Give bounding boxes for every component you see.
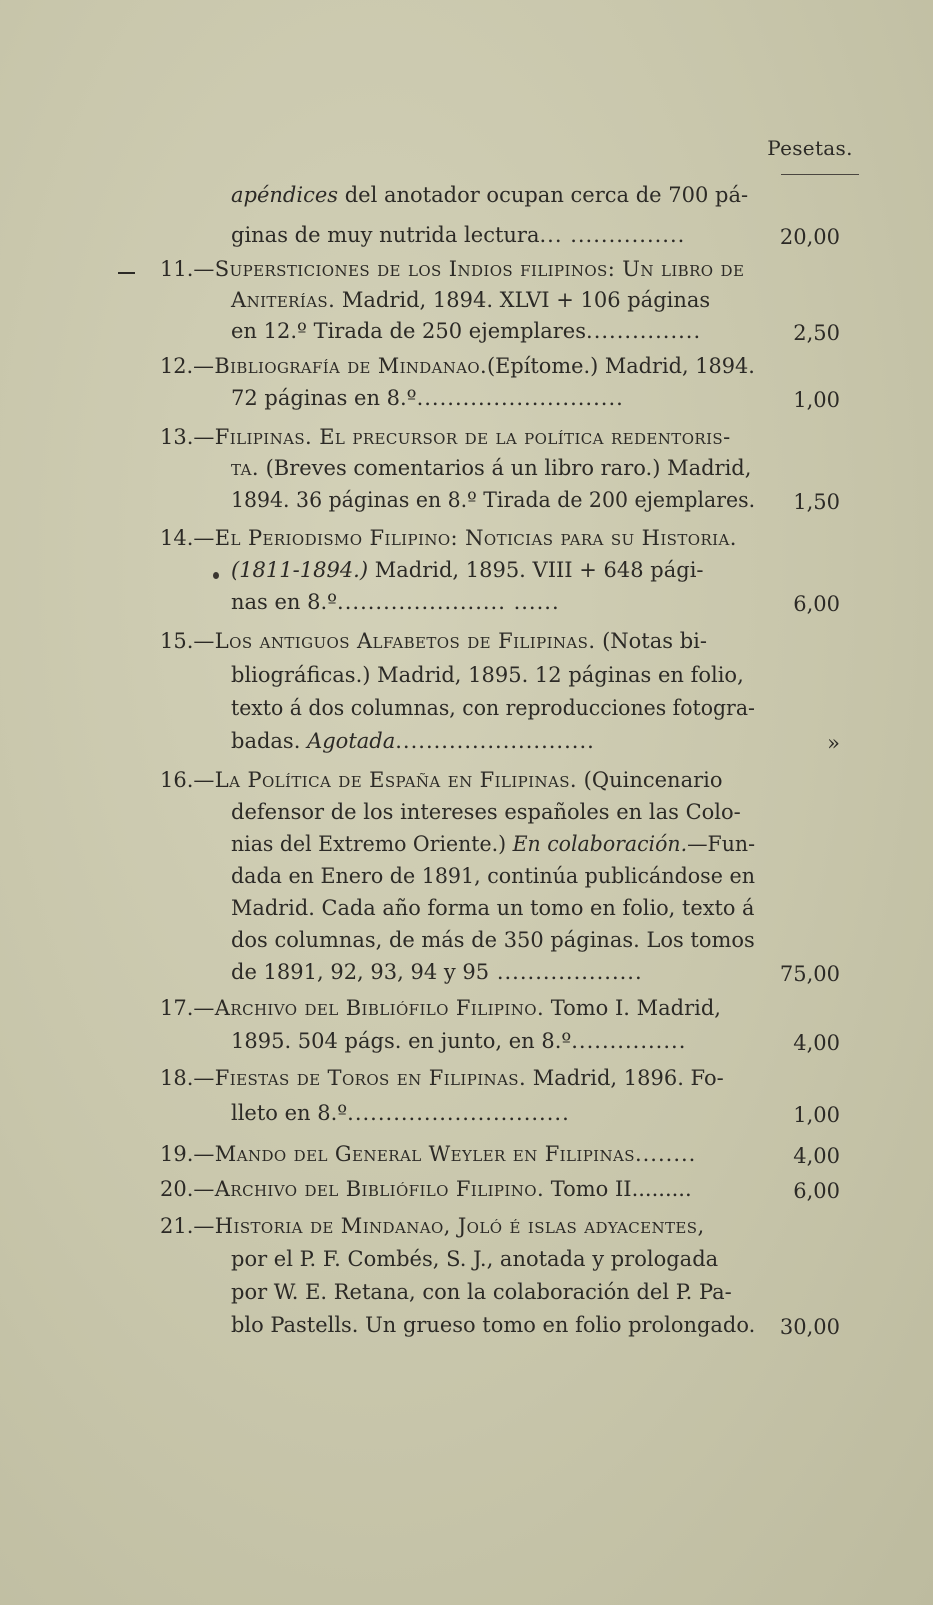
entry-line bbox=[160, 254, 744, 284]
entry-line bbox=[160, 351, 755, 381]
entry-price: 4,00 bbox=[793, 1144, 840, 1168]
line-text: —Fun- bbox=[687, 832, 755, 856]
entry-line bbox=[231, 220, 685, 250]
entry-line bbox=[160, 1174, 692, 1204]
entry-line bbox=[231, 797, 741, 827]
entry-line bbox=[160, 422, 731, 452]
entry-price: » bbox=[827, 731, 840, 755]
line-text: defensor de los intereses españoles en las Colo- bbox=[231, 800, 741, 824]
entry-line bbox=[160, 626, 707, 656]
leader-dots: ............... bbox=[586, 319, 702, 343]
entry-line bbox=[231, 485, 755, 515]
line-text: (Quincenario bbox=[577, 768, 723, 792]
line-text: Madrid, 1895. VIII + 648 pági- bbox=[368, 558, 704, 582]
entry-line bbox=[231, 453, 751, 483]
entry-line bbox=[231, 316, 701, 346]
entry-line bbox=[231, 925, 755, 955]
entry-title: —Bibliografía de Mindanao. bbox=[193, 354, 488, 378]
entry-line bbox=[231, 861, 755, 891]
line-text: por el P. F. Combés, S. J., anotada y prologada bbox=[231, 1247, 719, 1271]
entry-number: 15. bbox=[160, 629, 194, 653]
line-text: Madrid, 1896. Fo- bbox=[526, 1066, 724, 1090]
line-text: En colaboración. bbox=[512, 832, 688, 856]
line-text: ginas de muy nutrida lectura bbox=[231, 223, 540, 247]
entry-title: —Archivo del Bibliófilo Filipino. bbox=[193, 1177, 545, 1201]
entry-price: 2,50 bbox=[793, 321, 840, 345]
line-text: Madrid. Cada año forma un tomo en folio, texto á bbox=[231, 896, 755, 920]
line-text: blo Pastells. Un grueso tomo en folio prolongado. bbox=[231, 1313, 756, 1337]
entry-price: 1,50 bbox=[793, 490, 840, 514]
leader-dots: ................... bbox=[489, 960, 643, 984]
line-text: Tomo II......... bbox=[544, 1177, 692, 1201]
line-text: ta. bbox=[231, 456, 259, 480]
entry-line bbox=[160, 1139, 696, 1169]
entry-number: 19. bbox=[160, 1142, 194, 1166]
line-text: bliográficas.) Madrid, 1895. 12 páginas en folio, bbox=[231, 663, 744, 687]
entry-line bbox=[160, 993, 721, 1023]
entry-title: —Filipinas. El precursor de la política redentoris- bbox=[193, 425, 731, 449]
margin-dash-mark bbox=[118, 272, 135, 274]
entry-price: 1,00 bbox=[793, 388, 840, 412]
entry-line bbox=[231, 957, 643, 987]
entry-price: 6,00 bbox=[793, 1179, 840, 1203]
line-text: nias del Extremo Oriente.) bbox=[231, 832, 513, 856]
entry-line bbox=[231, 726, 595, 756]
entry-price: 20,00 bbox=[779, 225, 840, 249]
entry-number: 11. bbox=[160, 257, 194, 281]
entry-title: —La Política de España en Filipinas. bbox=[193, 768, 577, 792]
entry-number: 13. bbox=[160, 425, 194, 449]
line-text: texto á dos columnas, con reproducciones fotogra- bbox=[231, 696, 755, 720]
ink-speck bbox=[213, 572, 219, 579]
entry-number: 20. bbox=[160, 1177, 194, 1201]
leader-dots: ............................. bbox=[347, 1101, 570, 1125]
entry-line bbox=[160, 765, 722, 795]
leader-dots: ... ............... bbox=[539, 223, 686, 247]
entry-line bbox=[231, 660, 744, 690]
entry-line bbox=[231, 693, 755, 723]
header-rule bbox=[781, 174, 859, 175]
leader-dots: ............... bbox=[571, 1029, 687, 1053]
line-text: (Breves comentarios á un libro raro.) Madrid, bbox=[258, 456, 752, 480]
entry-line bbox=[231, 555, 704, 585]
entry-line bbox=[231, 1310, 755, 1340]
price-column-header: Pesetas. bbox=[767, 136, 853, 160]
entry-number: 12. bbox=[160, 354, 194, 378]
line-text: (Epítome.) Madrid, 1894. bbox=[487, 354, 755, 378]
entry-title: —Historia de Mindanao, Joló é islas adyacentes, bbox=[193, 1214, 705, 1238]
entry-number: 16. bbox=[160, 768, 194, 792]
entry-price: 4,00 bbox=[793, 1031, 840, 1055]
entry-price: 75,00 bbox=[779, 962, 840, 986]
line-text: Tomo I. Madrid, bbox=[544, 996, 721, 1020]
entry-title: —Los antiguos Alfabetos de Filipinas. bbox=[193, 629, 596, 653]
entry-line bbox=[160, 523, 737, 553]
entry-number: 17. bbox=[160, 996, 194, 1020]
entry-line bbox=[231, 1244, 718, 1274]
entry-number: 14. bbox=[160, 526, 194, 550]
entry-price: 1,00 bbox=[793, 1103, 840, 1127]
line-text: Aniterías. bbox=[231, 288, 336, 312]
line-text: del anotador ocupan cerca de 700 pá- bbox=[338, 183, 749, 207]
entry-title: —El Periodismo Filipino: Noticias para su Historia. bbox=[193, 526, 737, 550]
line-text: (Notas bi- bbox=[595, 629, 707, 653]
line-text: 1895. 504 págs. en junto, en 8.º bbox=[231, 1029, 572, 1053]
line-text: por W. E. Retana, con la colaboración del P. Pa- bbox=[231, 1280, 732, 1304]
line-text: 72 páginas en 8.º bbox=[231, 386, 417, 410]
entry-title: —Fiestas de Toros en Filipinas. bbox=[193, 1066, 527, 1090]
entry-line bbox=[231, 383, 624, 413]
entry-line bbox=[231, 1026, 686, 1056]
entry-line bbox=[160, 1063, 724, 1093]
line-text: nas en 8.º bbox=[231, 590, 338, 614]
entry-number: 18. bbox=[160, 1066, 194, 1090]
line-text: (1811-1894.) bbox=[231, 558, 369, 582]
entry-title: —Mando del General Weyler en Filipinas bbox=[193, 1142, 635, 1166]
entry-title: —Supersticiones de los Indios filipinos: Un libro de bbox=[193, 257, 745, 281]
leader-dots: ........................... bbox=[416, 386, 624, 410]
entry-line bbox=[231, 1277, 732, 1307]
line-text: 1894. 36 páginas en 8.º Tirada de 200 ejemplares. bbox=[231, 488, 756, 512]
line-text: Agotada bbox=[307, 729, 396, 753]
entry-price: 30,00 bbox=[779, 1315, 840, 1339]
entry-line bbox=[231, 1098, 570, 1128]
line-text: dada en Enero de 1891, continúa publicándose en bbox=[231, 864, 755, 888]
line-text: lleto en 8.º bbox=[231, 1101, 348, 1125]
leader-dots: .......................... bbox=[395, 729, 595, 753]
line-text: de 1891, 92, 93, 94 y 95 bbox=[231, 960, 490, 984]
entry-line bbox=[231, 285, 710, 315]
line-text: Madrid, 1894. XLVI + 106 páginas bbox=[335, 288, 711, 312]
line-text: dos columnas, de más de 350 páginas. Los tomos bbox=[231, 928, 755, 952]
entry-line bbox=[160, 1211, 705, 1241]
line-text: badas. bbox=[231, 729, 308, 753]
line-text: apéndices bbox=[231, 183, 339, 207]
entry-title: —Archivo del Bibliófilo Filipino. bbox=[193, 996, 545, 1020]
entry-price: 6,00 bbox=[793, 592, 840, 616]
line-text: en 12.º Tirada de 250 ejemplares bbox=[231, 319, 587, 343]
entry-line bbox=[231, 587, 560, 617]
leader-dots: ...................... ...... bbox=[337, 590, 560, 614]
entry-line bbox=[231, 893, 755, 923]
leader-dots: ........ bbox=[634, 1142, 697, 1166]
entry-line bbox=[231, 829, 755, 859]
entry-number: 21. bbox=[160, 1214, 194, 1238]
entry-line bbox=[231, 180, 748, 210]
